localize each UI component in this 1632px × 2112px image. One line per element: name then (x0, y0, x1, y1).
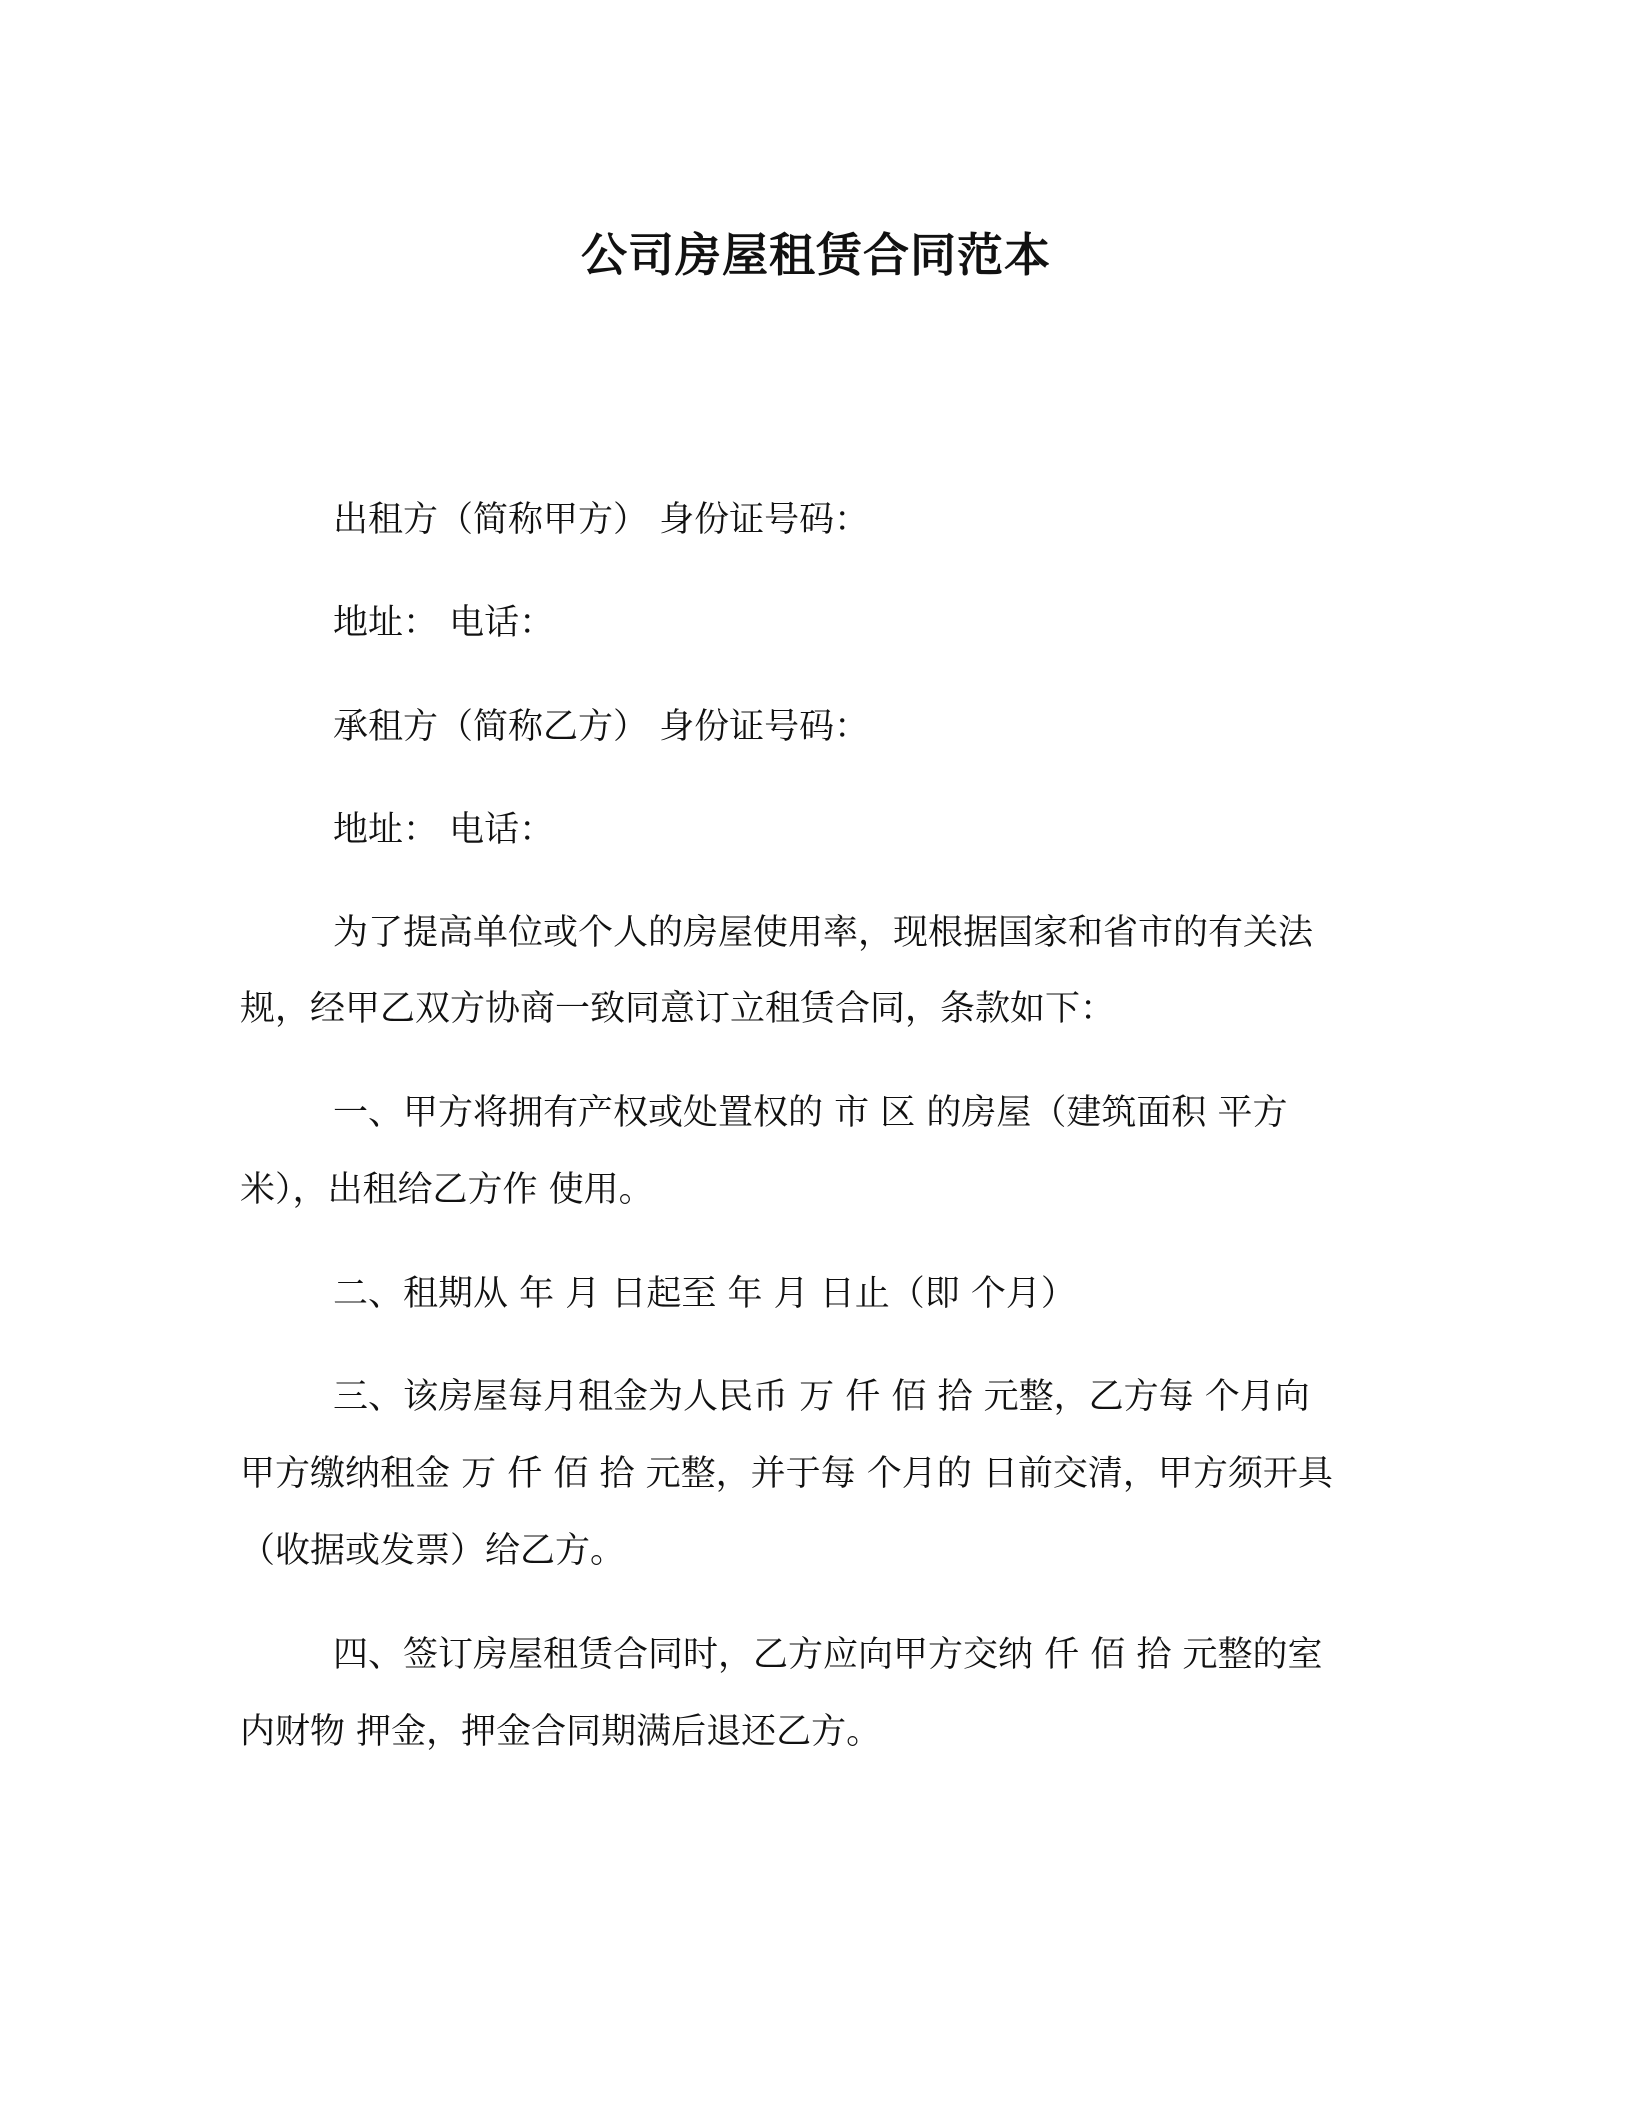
clause-3-line-2: 甲方缴纳租金 万 仟 佰 拾 元整，并于每 个月的 日前交清，甲方须开具 (240, 1454, 1333, 1494)
lessee-line: 承租方（简称乙方） 身份证号码： (333, 707, 870, 747)
lessee-address-line: 地址： 电话： (333, 810, 555, 850)
clause-1-line-2: 米），出租给乙方作 使用。 (240, 1170, 654, 1210)
clause-2-line-1: 二、租期从 年 月 日起至 年 月 日止（即 个月） (333, 1274, 1076, 1314)
intro-paragraph-line-2: 规，经甲乙双方协商一致同意订立租赁合同，条款如下： (240, 989, 1116, 1029)
page-title: 公司房屋租赁合同范本 (581, 228, 1051, 282)
clause-3-line-3: （收据或发票）给乙方。 (240, 1531, 626, 1571)
intro-paragraph-line-1: 为了提高单位或个人的房屋使用率，现根据国家和省市的有关法 (333, 913, 1314, 953)
lessor-address-line: 地址： 电话： (333, 603, 555, 643)
lessor-line: 出租方（简称甲方） 身份证号码： (333, 500, 870, 540)
clause-4-line-2: 内财物 押金，押金合同期满后退还乙方。 (240, 1712, 882, 1752)
clause-3-line-1: 三、该房屋每月租金为人民币 万 仟 佰 拾 元整，乙方每 个月向 (333, 1377, 1310, 1417)
clause-4-line-1: 四、签订房屋租赁合同时，乙方应向甲方交纳 仟 佰 拾 元整的室 (333, 1635, 1323, 1675)
clause-1-line-1: 一、甲方将拥有产权或处置权的 市 区 的房屋（建筑面积 平方 (333, 1093, 1288, 1133)
